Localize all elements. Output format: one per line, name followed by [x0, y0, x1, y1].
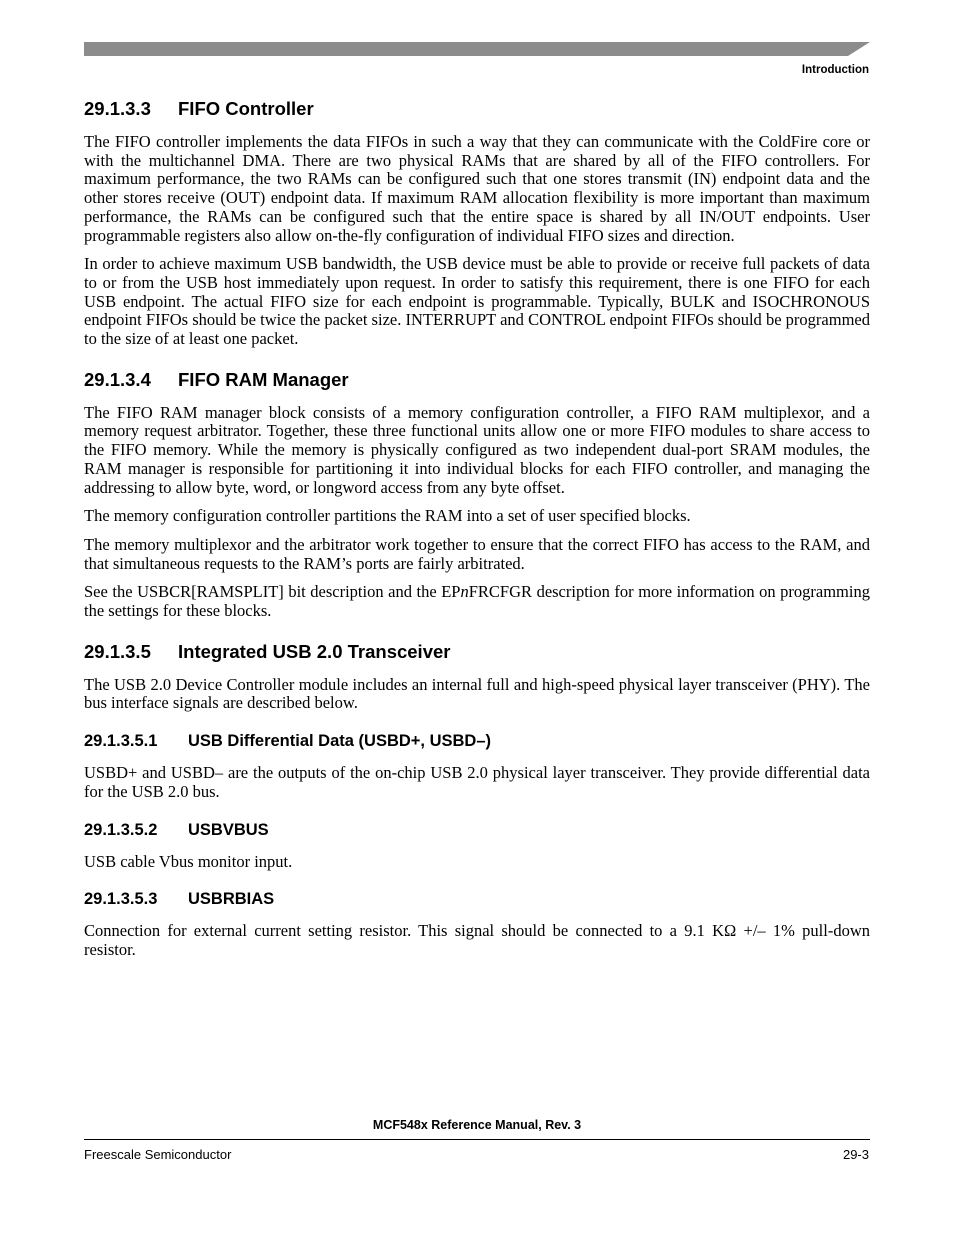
section-number: 29.1.3.5.2: [84, 820, 158, 839]
section-title: USBVBUS: [188, 820, 269, 839]
subsection-heading: [84, 890, 870, 909]
paragraph: USBD+ and USBD– are the outputs of the on-chip USB 2.0 physical layer transceiver. They provide differential data for the USB 2.0 bus.: [84, 763, 870, 801]
page-number: 29-3: [842, 1147, 869, 1162]
section-title: USB Differential Data (USBD+, USBD–): [188, 732, 492, 751]
section-heading: [84, 641, 870, 663]
paragraph: The memory configuration controller partitions the RAM into a set of user specified blocks.: [84, 506, 691, 526]
subsection-heading: [84, 821, 870, 840]
footer-title: MCF548x Reference Manual, Rev. 3: [372, 1118, 582, 1132]
section-number: 29.1.3.5: [84, 640, 151, 662]
italic-text-run: n: [460, 582, 469, 602]
paragraph: USB cable Vbus monitor input.: [84, 851, 293, 871]
section-title: FIFO RAM Manager: [178, 368, 349, 390]
subsection-heading: [84, 732, 870, 751]
section-heading: [84, 369, 870, 391]
paragraph: The FIFO controller implements the data FIFOs in such a way that they can communicate with the ColdFire core or with the multichannel DMA. There are two physical RAMs that are shared by all of the FIFO controllers. For maximum performance, the two RAMs can be configured such that one stores transmit (IN) endpoint data and the other stores receive (OUT) endpoint data. If maximum RAM allocation flexibility is more important than maximum performance, the RAMs can be configured such that the entire space is shared by all IN/OUT endpoints. User programmable registers also allow on-the-fly configuration of individual FIFO sizes and direction.: [84, 132, 870, 245]
text-run: See the USBCR[RAMSPLIT] bit description and the EP: [84, 582, 461, 602]
section-number: 29.1.3.3: [84, 98, 151, 119]
paragraph: [84, 583, 870, 620]
paragraph: The FIFO RAM manager block consists of a memory configuration controller, a FIFO RAM multiplexor, and a memory request arbitrator. Together, these three functional units allow one or more FIFO modules to share access to the FIFO memory. While the memory is physically configured as two independent dual-port SRAM modules, the RAM manager is responsible for partitioning it into individual blocks for each FIFO controller, and managing the addressing to allow byte, word, or longword access from any byte offset.: [84, 402, 870, 497]
paragraph: Connection for external current setting resistor. This signal should be connected to a 9.1 KΩ +/– 1% pull-down resistor.: [84, 921, 870, 959]
footer-divider: [84, 1139, 870, 1140]
section-number: 29.1.3.5.1: [84, 732, 158, 751]
section-number: 29.1.3.5.3: [84, 890, 158, 909]
text-run: FRCFGR description for more information on programming the settings for these blocks.: [84, 582, 870, 621]
paragraph: The USB 2.0 Device Controller module includes an internal full and high-speed physical layer transceiver (PHY). The bus interface signals are described below.: [84, 674, 870, 713]
section-title: FIFO Controller: [178, 98, 314, 119]
section-title: Integrated USB 2.0 Transceiver: [178, 640, 451, 662]
section-heading: [84, 98, 870, 120]
paragraph: In order to achieve maximum USB bandwidth, the USB device must be able to provide or receive full packets of data to or from the USB host immediately upon request. In order to satisfy this requirement, there is one FIFO for each USB endpoint. The actual FIFO size for each endpoint is programmable. Typically, BULK and ISOCHRONOUS endpoint FIFOs should be twice the packet size. INTERRUPT and CONTROL endpoint FIFOs should be programmed to the size of at least one packet.: [84, 254, 870, 349]
running-head: Introduction: [801, 64, 869, 76]
footer-publisher: Freescale Semiconductor: [84, 1147, 232, 1162]
page-content: [84, 98, 870, 970]
header-bar: [84, 42, 870, 56]
section-number: 29.1.3.4: [84, 368, 151, 390]
paragraph: The memory multiplexor and the arbitrator work together to ensure that the correct FIFO has access to the RAM, and that simultaneous requests to the RAM’s ports are fairly arbitrated.: [84, 534, 870, 573]
section-title: USBRBIAS: [188, 890, 275, 909]
